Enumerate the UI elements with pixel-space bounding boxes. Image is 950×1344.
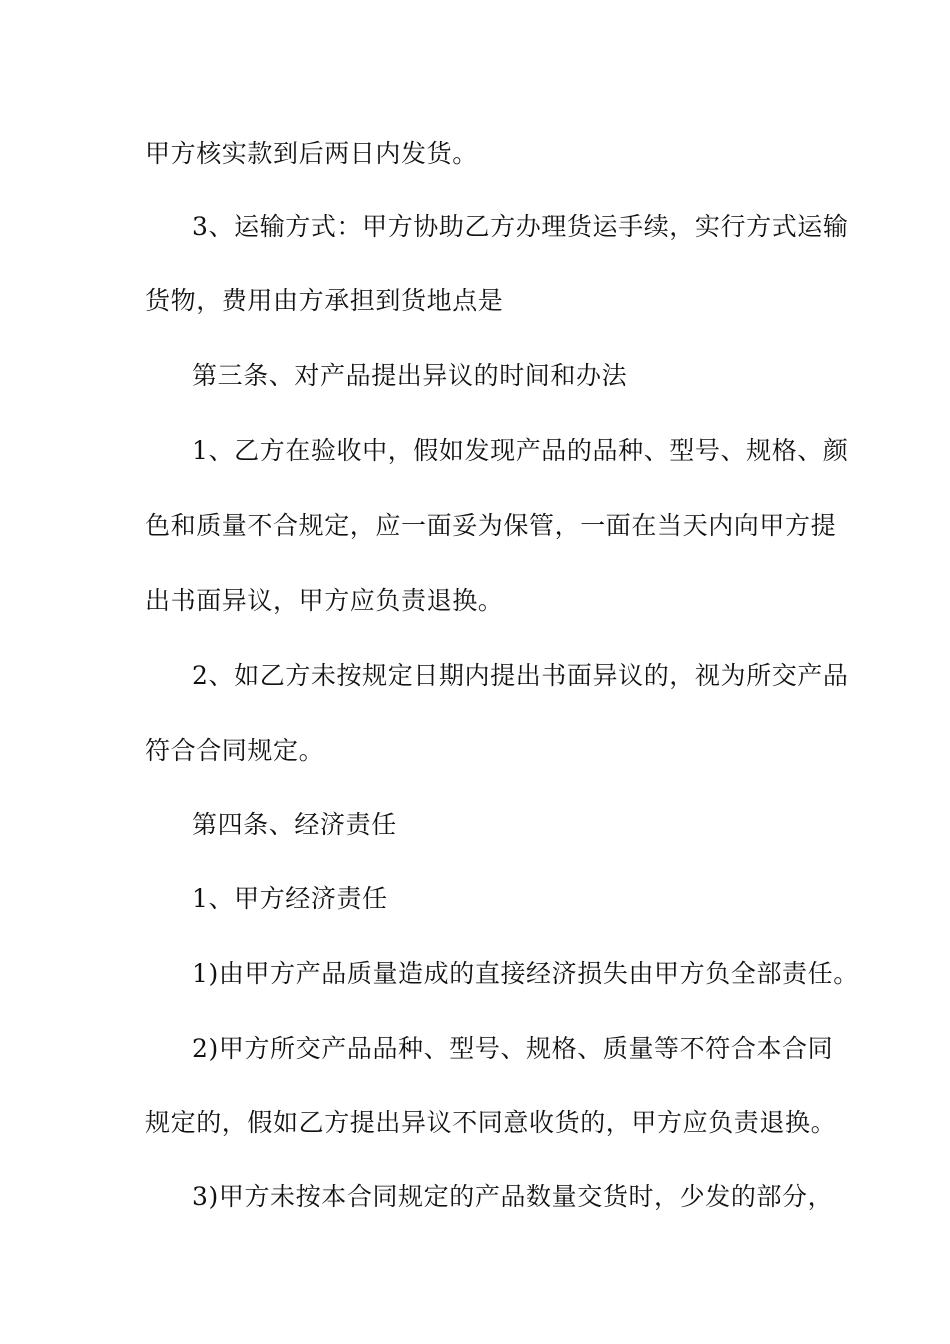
text-line: 色和质量不合规定，应一面妥为保管，一面在当天内向甲方提	[145, 511, 837, 540]
section-heading: 第三条、对产品提出异议的时间和办法	[192, 361, 628, 390]
text-line: 2)甲方所交产品品种、型号、规格、质量等不符合本合同	[192, 1034, 834, 1063]
text-line: 符合合同规定。	[145, 736, 325, 765]
text-line: 货物，费用由方承担到货地点是	[145, 286, 504, 315]
text-line: 1、乙方在验收中，假如发现产品的品种、型号、规格、颜	[192, 436, 849, 465]
text-line: 出书面异议，甲方应负责退换。	[145, 586, 504, 615]
section-heading: 第四条、经济责任	[192, 810, 397, 839]
text-line: 1、甲方经济责任	[192, 884, 388, 913]
text-line: 3、运输方式：甲方协助乙方办理货运手续，实行方式运输	[192, 212, 849, 241]
text-line: 3)甲方未按本合同规定的产品数量交货时，少发的部分，	[192, 1182, 834, 1211]
text-line: 2、如乙方未按规定日期内提出书面异议的，视为所交产品	[192, 661, 849, 690]
text-line: 1)由甲方产品质量造成的直接经济损失由甲方负全部责任。	[192, 959, 859, 988]
text-line: 规定的，假如乙方提出异议不同意收货的，甲方应负责退换。	[145, 1108, 837, 1137]
text-line: 甲方核实款到后两日内发货。	[145, 139, 478, 168]
